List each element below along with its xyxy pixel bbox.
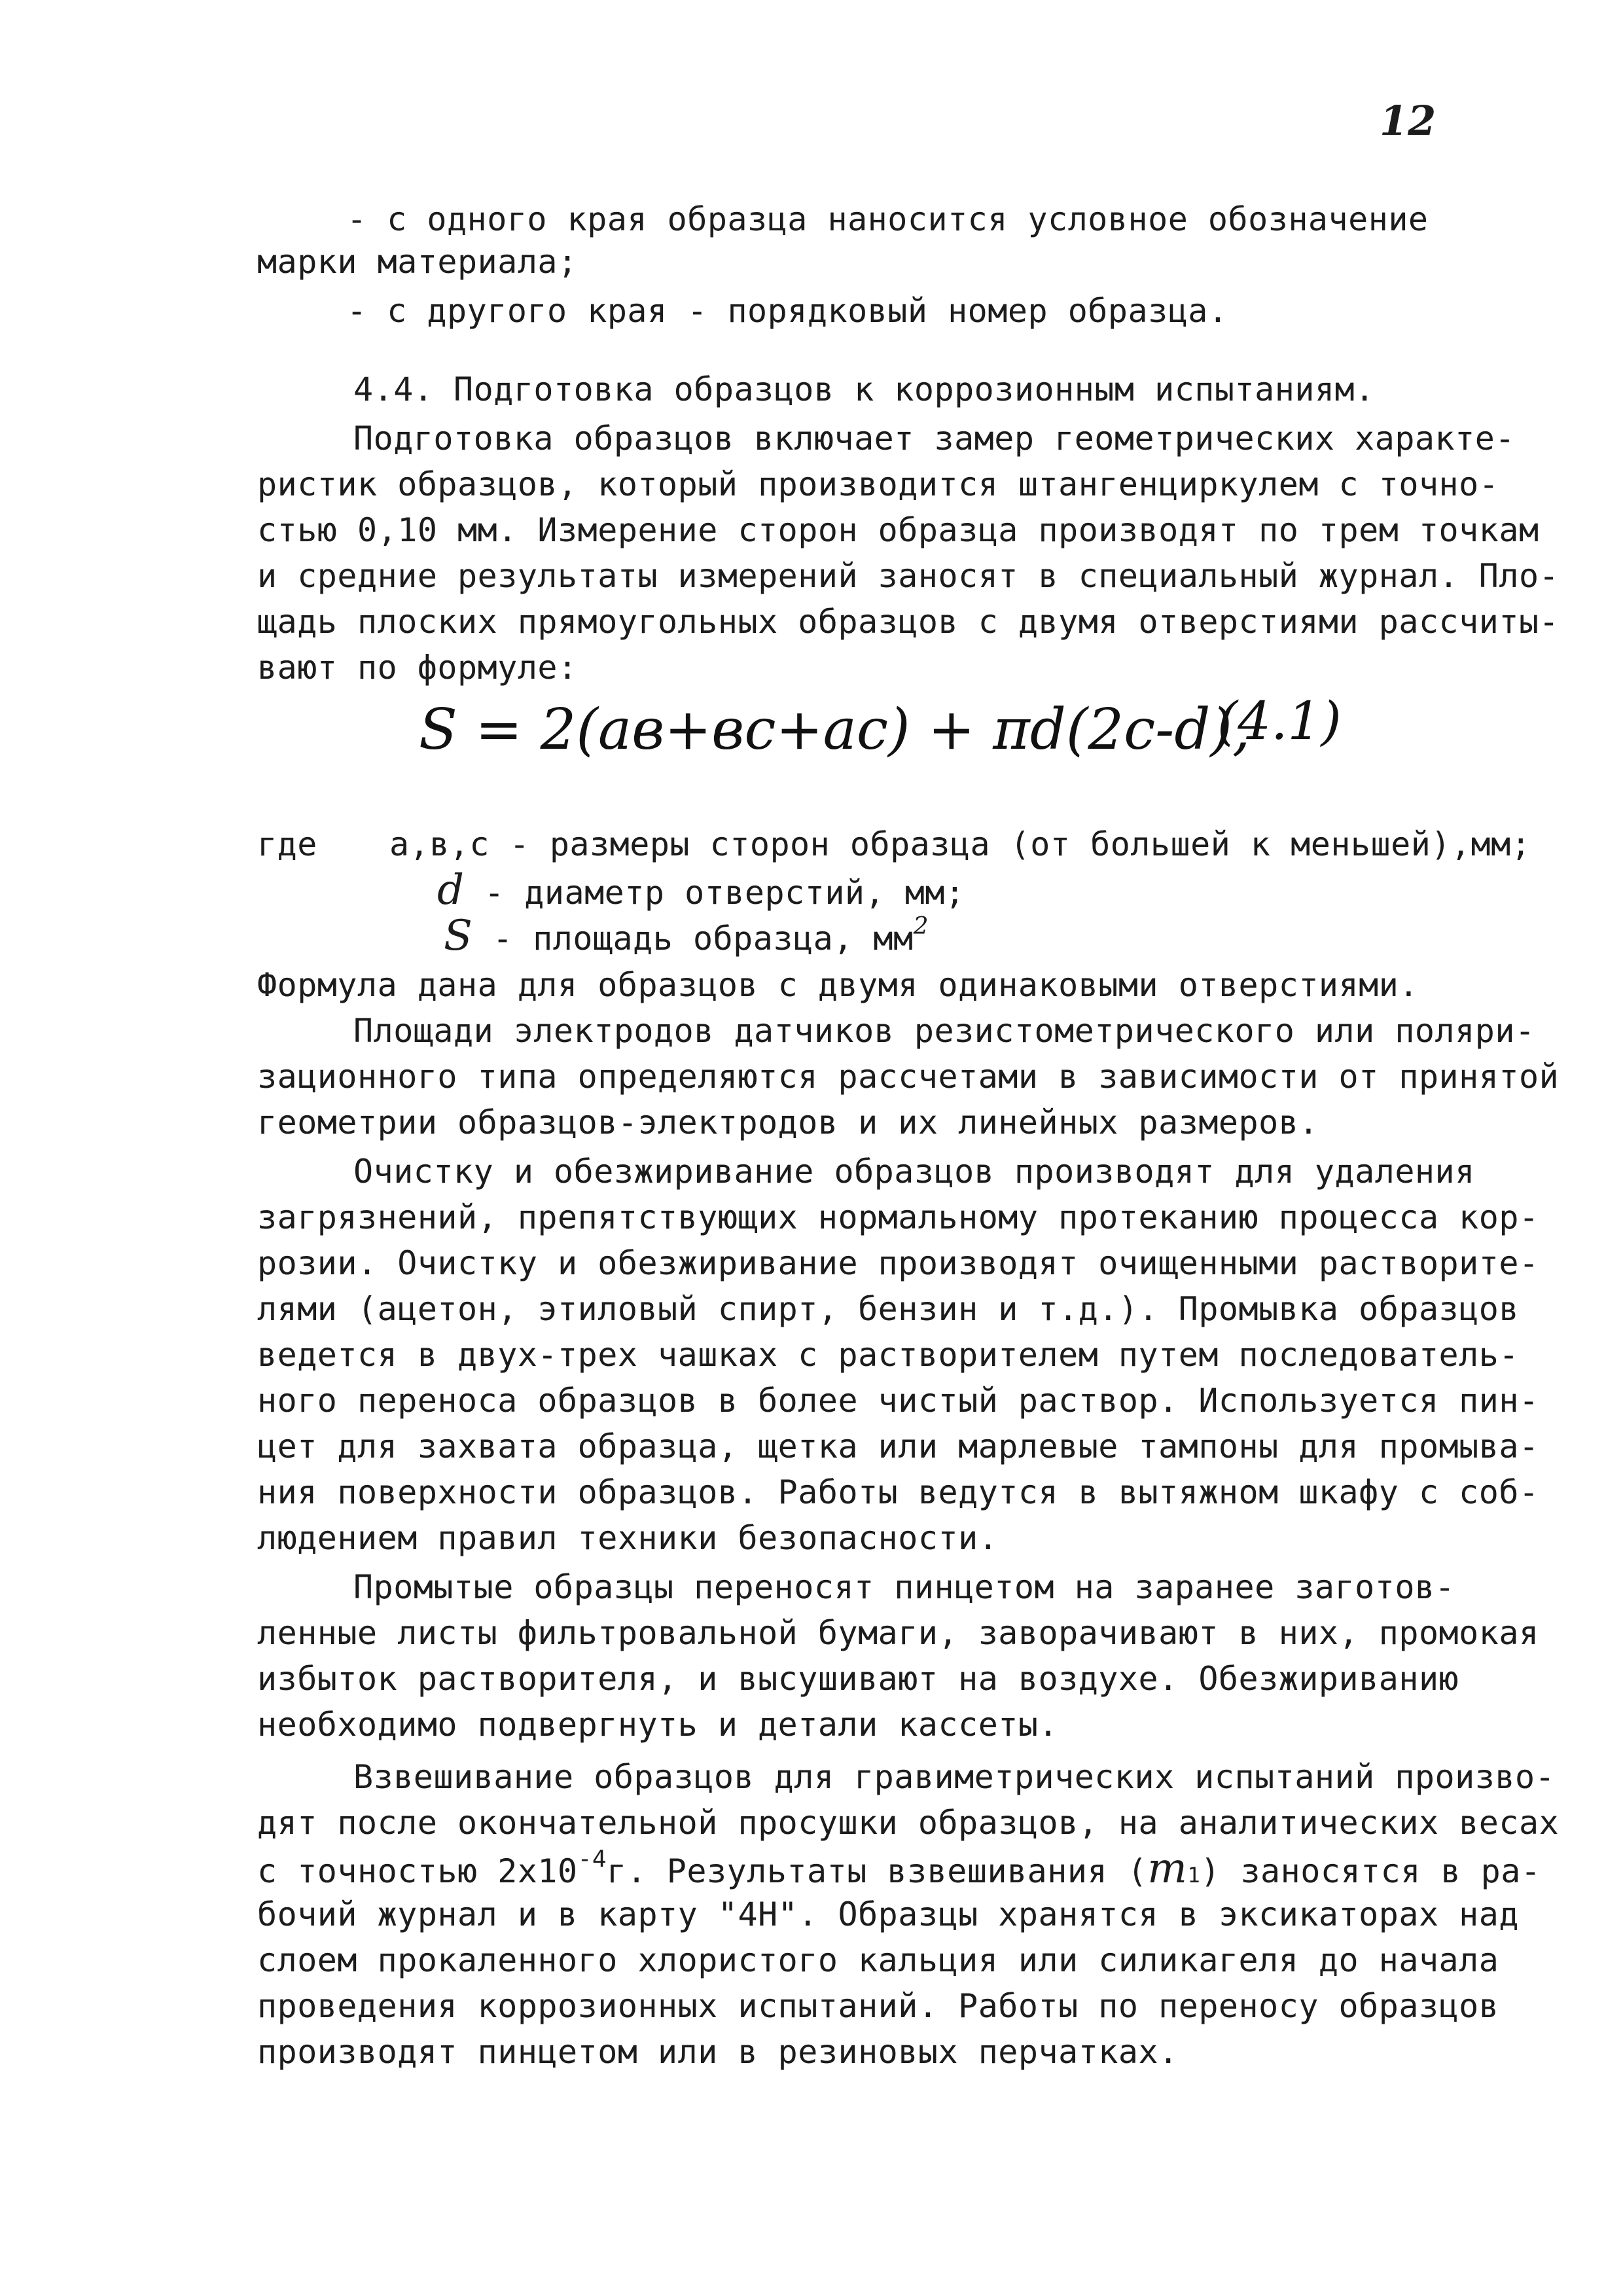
text-line: - с одного края образца наносится условное обозначение bbox=[347, 200, 1429, 238]
subscript: 1 bbox=[1187, 1863, 1201, 1888]
text-line: геометрии образцов-электродов и их линейных размеров. bbox=[257, 1103, 1319, 1141]
text-line: щадь плоских прямоугольных образцов с двумя отверстиями рассчиты- bbox=[257, 603, 1560, 641]
text-line: бочий журнал и в карту "4Н". Образцы хранятся в эксикаторах над bbox=[257, 1895, 1519, 1933]
symbol-d: d bbox=[437, 866, 465, 914]
definition-d-text: - диаметр отверстий, мм; bbox=[464, 874, 965, 912]
text-line: ленные листы фильтровальной бумаги, заворачивают в них, промокая bbox=[257, 1614, 1539, 1652]
text-line: стью 0,10 мм. Измерение сторон образца производят по трем точкам bbox=[257, 511, 1539, 549]
text-line: проведения коррозионных испытаний. Работы по переносу образцов bbox=[257, 1987, 1499, 2025]
text-line: Очистку и обезжиривание образцов производят для удаления bbox=[353, 1153, 1475, 1191]
section-heading: 4.4. Подготовка образцов к коррозионным испытаниям. bbox=[353, 370, 1375, 408]
definition-abc: а,в,с - размеры сторон образца (от большей к меньшей),мм; bbox=[389, 825, 1531, 863]
handwritten-formula: S = 2(aв+вc+ac) + πd(2c-d), bbox=[419, 697, 1251, 762]
symbol-m: m bbox=[1147, 1844, 1188, 1893]
text-line: избыток растворителя, и высушивают на воздухе. Обезжириванию bbox=[257, 1660, 1459, 1698]
text-line: зационного типа определяются рассчетами в зависимости от принятой bbox=[257, 1058, 1560, 1096]
text-line: вают по формуле: bbox=[257, 649, 578, 687]
text-line: цет для захвата образца, щетка или марлевые тампоны для промыва- bbox=[257, 1427, 1539, 1465]
text-line bbox=[257, 1844, 1541, 1895]
text-segment: ) заносятся в ра- bbox=[1200, 1852, 1541, 1890]
text-line: загрязнений, препятствующих нормальному протеканию процесса кор- bbox=[257, 1198, 1539, 1236]
text-line: Подготовка образцов включает замер геометрических характе- bbox=[353, 420, 1515, 457]
page-number: 12 bbox=[1380, 97, 1436, 145]
formula-number: (4.1) bbox=[1217, 691, 1342, 751]
text-line: ристик образцов, который производится штангенциркулем с точно- bbox=[257, 465, 1499, 503]
text-line: людением правил техники безопасности. bbox=[257, 1519, 999, 1557]
text-line: розии. Очистку и обезжиривание производят очищенными растворите- bbox=[257, 1244, 1539, 1282]
exponent: 2 bbox=[913, 913, 929, 940]
text-line: - с другого края - порядковый номер образца. bbox=[347, 292, 1228, 330]
definition-s bbox=[444, 912, 929, 962]
symbol-s: S bbox=[444, 912, 473, 960]
definition-s-text: - площадь образца, мм bbox=[473, 920, 914, 958]
text-line: лями (ацетон, этиловый спирт, бензин и т.д.). Промывка образцов bbox=[257, 1290, 1519, 1328]
text-line: ведется в двух-трех чашках с растворителем путем последователь- bbox=[257, 1336, 1519, 1374]
text-line: Формула дана для образцов с двумя одинаковыми отверстиями. bbox=[257, 966, 1419, 1004]
text-line: ния поверхности образцов. Работы ведутся в вытяжном шкафу с соб- bbox=[257, 1473, 1539, 1511]
text-line: Взвешивание образцов для гравиметрических испытаний произво- bbox=[353, 1758, 1556, 1796]
exponent: -4 bbox=[577, 1846, 607, 1873]
text-segment: с точностью 2х10 bbox=[257, 1852, 578, 1890]
text-line: Промытые образцы переносят пинцетом на заранее заготов- bbox=[353, 1568, 1455, 1606]
text-line: и средние результаты измерений заносят в специальный журнал. Пло- bbox=[257, 557, 1560, 595]
text-line: ного переноса образцов в более чистый раствор. Используется пин- bbox=[257, 1382, 1539, 1420]
text-line: необходимо подвергнуть и детали кассеты. bbox=[257, 1706, 1059, 1744]
text-line: дят после окончательной просушки образцов, на аналитических весах bbox=[257, 1804, 1560, 1842]
definition-where: где bbox=[257, 825, 317, 863]
text-line: марки материала; bbox=[257, 243, 578, 281]
text-segment: г. Результаты взвешивания ( bbox=[607, 1852, 1148, 1890]
definition-d bbox=[437, 866, 965, 914]
text-line: производят пинцетом или в резиновых перчатках. bbox=[257, 2033, 1179, 2071]
text-line: Площади электродов датчиков резистометрического или поляри- bbox=[353, 1012, 1535, 1050]
text-line: слоем прокаленного хлористого кальция или силикагеля до начала bbox=[257, 1941, 1499, 1979]
